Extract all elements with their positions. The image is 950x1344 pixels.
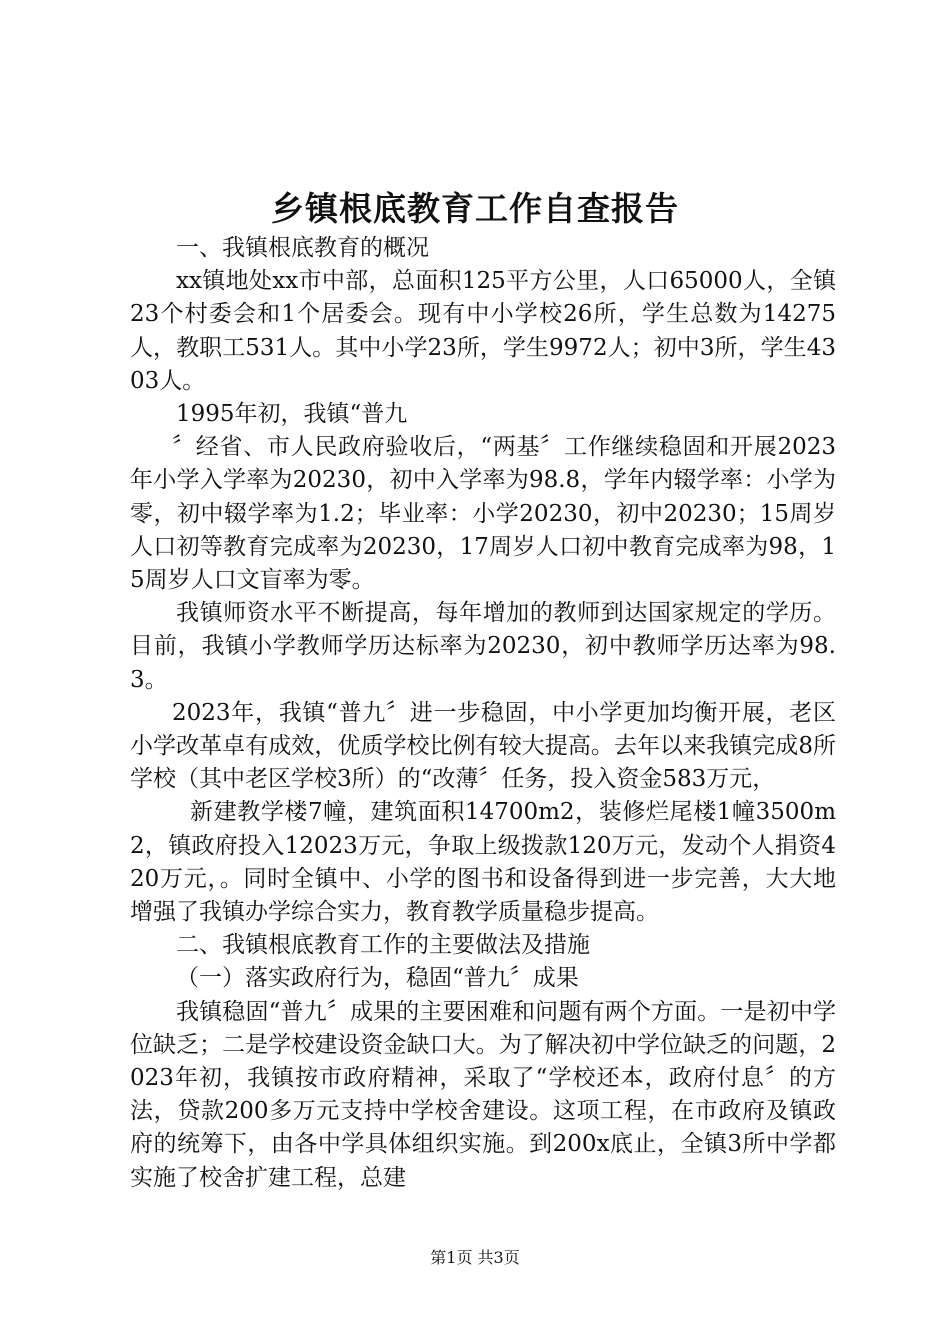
document-title: 乡镇根底教育工作自查报告 bbox=[271, 189, 679, 228]
page-footer: 第1页 共3页 bbox=[430, 1248, 520, 1267]
paragraph-town-overview: xx镇地处xx市中部，总面积125平方公里，人口65000人，全镇23个村委会和1个居委会。现有中小学校26所，学生总数为14275人，教职工531人。其中小学23所，学生9972人；初中3所，学生4303人。 bbox=[130, 268, 836, 394]
paragraph-1995: 1995年初，我镇“普九 bbox=[176, 401, 408, 428]
paragraph-enrollment-rates: 〞经省、市人民政府验收后，“两基〞工作继续稳固和开展2023年小学入学率为20230，初中入学率为98.8，学年内辍学率：小学为零，初中辍学率为1.2；毕业率：小学20230，初中20230；15周岁人口初等教育完成率为20230，17周岁人口初中教育完成率为98，15周岁人口文盲率为零。 bbox=[130, 434, 836, 594]
document-body bbox=[130, 232, 836, 1195]
paragraph-teachers: 我镇师资水平不断提高，每年增加的教师到达国家规定的学历。目前，我镇小学教师学历达标率为20230，初中教师学历达率为98.3。 bbox=[130, 600, 836, 693]
paragraph-2023-progress: 2023年，我镇“普九〞进一步稳固，中小学更加均衡开展，老区小学改革卓有成效，优质学校比例有较大提高。去年以来我镇完成8所学校（其中老区学校3所）的“改薄〞任务，投入资金583万元， bbox=[130, 699, 836, 793]
paragraph-construction: 新建教学楼7幢，建筑面积14700m2，装修烂尾楼1幢3500m2，镇政府投入12023万元，争取上级拨款120万元，发动个人捐资420万元，。同时全镇中、小学的图书和设备得到进一步完善，大大地增强了我镇办学综合实力，教育教学质量稳步提高。 bbox=[130, 799, 836, 926]
section-heading-overview: 一、我镇根底教育的概况 bbox=[176, 235, 429, 261]
subsection-heading-government: （一）落实政府行为，稳固“普九〞成果 bbox=[176, 965, 579, 992]
section-heading-measures: 二、我镇根底教育工作的主要做法及措施 bbox=[176, 932, 590, 959]
paragraph-problems: 我镇稳固“普九〞成果的主要困难和问题有两个方面。一是初中学位缺乏；二是学校建设资金缺口大。为了解决初中学位缺乏的问题，2023年初，我镇按市政府精神，采取了“学校还本，政府付息〞的方法，贷款200多万元支持中学校舍建设。这项工程，在市政府及镇政府的统筹下，由各中学具体组织实施。到200x底止，全镇3所中学都实施了校舍扩建工程，总建 bbox=[130, 998, 836, 1191]
